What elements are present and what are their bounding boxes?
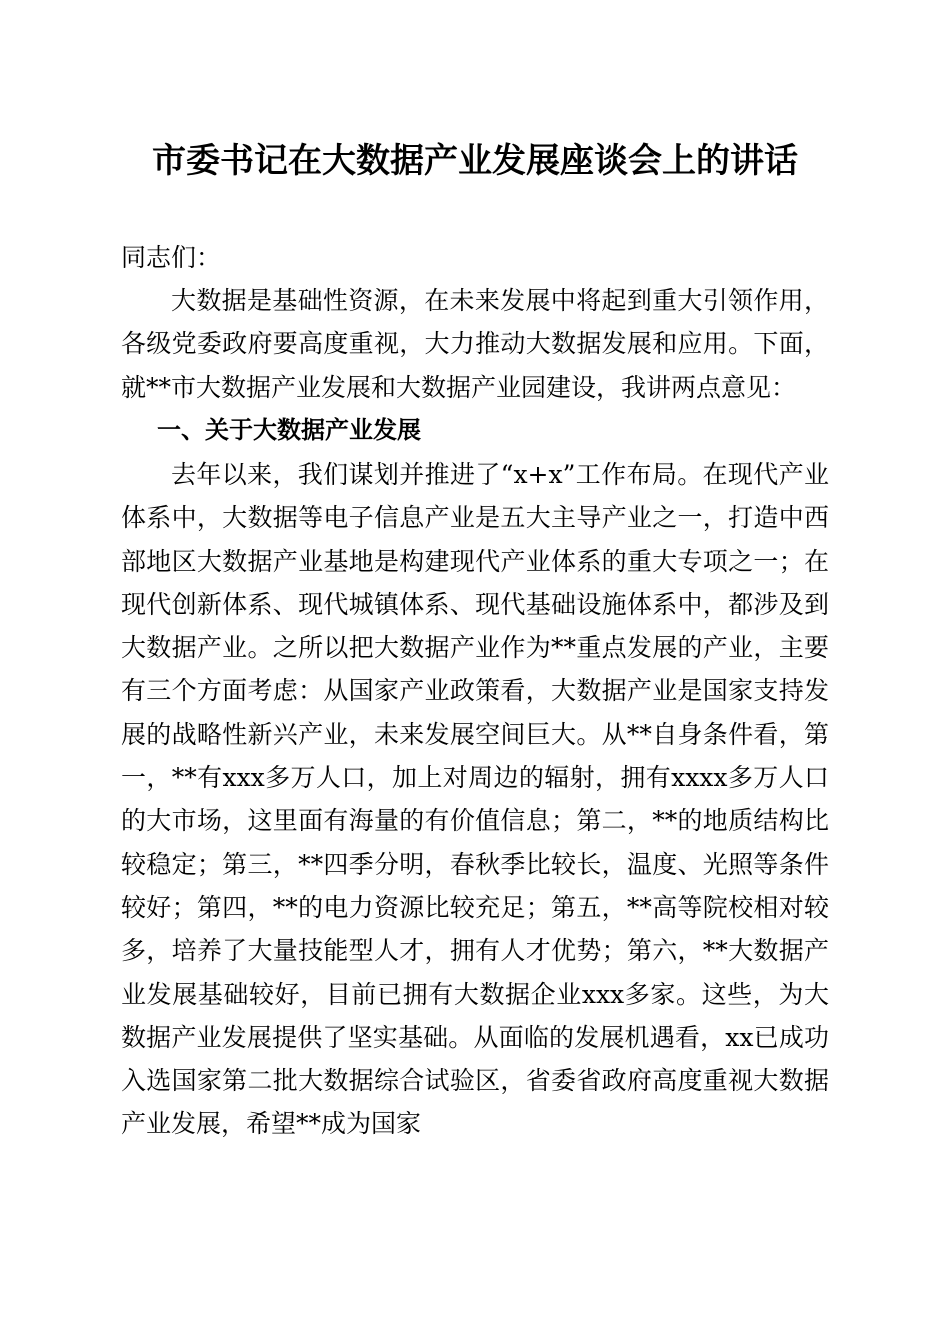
document-title: 市委书记在大数据产业发展座谈会上的讲话 [152, 141, 798, 181]
section-paragraph: 去年以来，我们谋划并推进了“x+x”工作布局。在现代产业体系中，大数据等电子信息产业是五大主导产业之一，打造中西部地区大数据产业基地是构建现代产业体系的重大专项之一；在现代创新体系、现代城镇体系、现代基础设施体系中，都涉及到大数据产业。之所以把大数据产业作为**重点发展的产业，主要有三个方面考虑：从国家产业政策看，大数据产业是国家支持发展的战略性新兴产业，未来发展空间巨大。从**自身条件看，第一，**有xxx多万人口，加上对周边的辐射，拥有xxxx多万人口的大市场，这里面有海量的有价值信息；第二，**的地质结构比较稳定；第三，**四季分明，春秋季比较长，温度、光照等条件较好；第四，**的电力资源比较充足；第五，**高等院校相对较多，培养了大量技能型人才，拥有人才优势；第六，**大数据产业发展基础较好，目前已拥有大数据企业xxx多家。这些，为大数据产业发展提供了坚实基础。从面临的发展机遇看，xx已成功入选国家第二批大数据综合试验区，省委省政府高度重视大数据产业发展，希望**成为国家 [121, 460, 829, 1139]
intro-paragraph: 大数据是基础性资源，在未来发展中将起到重大引领作用，各级党委政府要高度重视，大力推动大数据发展和应用。下面，就**市大数据产业发展和大数据产业园建设，我讲两点意见： [121, 286, 829, 402]
section-heading: 一、关于大数据产业发展 [157, 416, 421, 444]
salutation: 同志们： [121, 243, 222, 272]
